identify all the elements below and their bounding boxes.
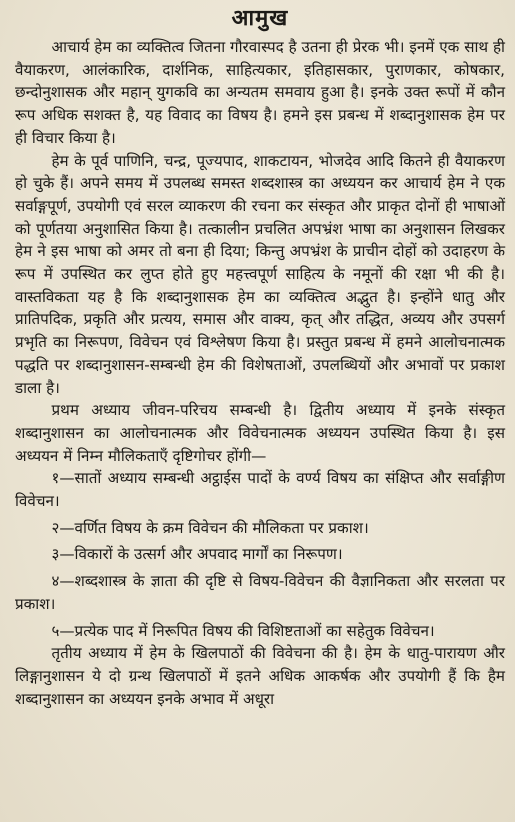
list-item: ४—शब्दशास्त्र के ज्ञाता की दृष्टि से विषय-विवेचन की वैज्ञानिकता और सरलता पर प्रकाश। [15, 572, 505, 613]
page-title: आमुख [231, 6, 289, 31]
originality-list [15, 467, 505, 642]
list-item: ५—प्रत्येक पाद में निरूपित विषय की विशिष्टताओं का सहेतुक विवेचन। [51, 621, 435, 640]
list-item: १—सातों अध्याय सम्बन्धी अट्ठाईस पादों के वर्ण्य विषय का संक्षिप्त और सर्वाङ्गीण विवेचन। [15, 469, 505, 511]
paragraph-closing: तृतीय अध्याय में हेम के खिलपाठों की विवेचना की है। हेम के धातु-पारायण और लिङ्गानुशासन ये दो ग्रन्थ खिलपाठों में इतने अधिक आकर्षक और उपयोगी हैं कि हैम शब्दानुशासन का अध्ययन इनके अभाव में अधूरा [15, 644, 505, 708]
paragraph-chapters: प्रथम अध्याय जीवन-परिचय सम्बन्धी है। द्वितीय अध्याय में इनके संस्कृत शब्दानुशासन का आलोचनात्मक और विवेचनात्मक अध्ययन उपस्थित किया है। इस अध्ययन में निम्न मौलिकताएँ दृष्टिगोचर होंगी— [15, 401, 505, 465]
list-item: २—वर्णित विषय के क्रम विवेचन की मौलिकता पर प्रकाश। [51, 518, 369, 537]
list-item: ३—विकारों के उत्सर्ग और अपवाद मार्गों का निरूपण। [51, 545, 343, 564]
paragraph-intro: आचार्य हेम का व्यक्तित्व जितना गौरवास्पद है उतना ही प्रेरक भी। इनमें एक साथ ही वैयाकरण, आलंकारिक, दार्शनिक, साहित्यकार, इतिहासकार, पुराणकार, कोषकार, छन्दोनुशासक और महान् युगकवि का अन्यतम समवाय हुआ है। इनके उक्त रूपों में कौन रूप अधिक सशक्त है, यह विवाद का विषय है। हमने इस प्रबन्ध में शब्दानुशासक हेम पर ही विचार किया है। [15, 38, 505, 147]
paragraph-grammarians: हेम के पूर्व पाणिनि, चन्द्र, पूज्यपाद, शाकटायन, भोजदेव आदि कितने ही वैयाकरण हो चुके हैं। अपने समय में उपलब्ध समस्त शब्दशास्त्र का अध्ययन कर आचार्य हेम ने एक सर्वाङ्गपूर्ण, उपयोगी एवं सरल व्याकरण की रचना कर संस्कृत और प्राकृत दोनों ही भाषाओं को पूर्णतया अनुशासित किया है। तत्कालीन प्रचलित अपभ्रंश भाषा का अनुशासन लिखकर हेम ने इस भाषा को अमर तो बना ही दिया; किन्तु अपभ्रंश के प्राचीन दोहों को उदाहरण के रूप में उपस्थित कर लुप्त होते हुए महत्त्वपूर्ण साहित्य के नमूनों की रक्षा भी की है। वास्तविकता यह है कि शब्दानुशासक हेम का व्यक्तित्व अद्भुत है। इन्होंने धातु और प्रातिपदिक, प्रकृति और प्रत्यय, समास और वाक्य, कृत् और तद्धित, अव्यय और उपसर्ग प्रभृति का निरूपण, विवेचन एवं विश्लेषण किया है। प्रस्तुत प्रबन्ध में हमने आलोचनात्मक पद्धति पर शब्दानुशासन-सम्बन्धी हेम की विशेषताओं, उपलब्धियों और अभावों पर प्रकाश डाला है। [15, 151, 505, 397]
